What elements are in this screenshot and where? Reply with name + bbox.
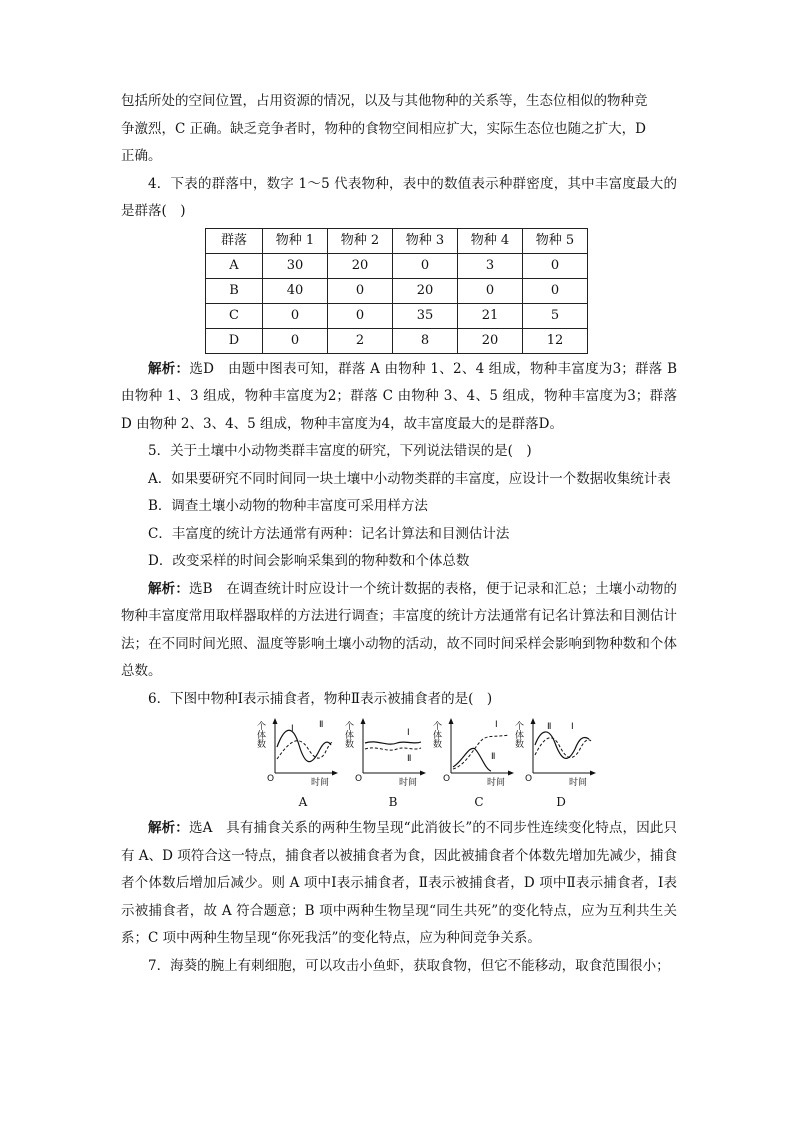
curve-label: Ⅰ: [495, 720, 498, 730]
curve-label: Ⅱ: [547, 722, 552, 732]
table-header-cell: 物种 5: [523, 228, 588, 253]
table-cell: 5: [523, 303, 588, 328]
curve-label: Ⅱ: [319, 720, 324, 730]
figure-label: B: [388, 795, 398, 809]
table-header-cell: 物种 3: [393, 228, 458, 253]
figure-d: [511, 715, 601, 815]
figure-b: [341, 715, 431, 815]
table-header-cell: 物种 4: [458, 228, 523, 253]
table-row: [206, 278, 588, 303]
table-cell: B: [206, 278, 263, 303]
origin-label: O: [525, 774, 533, 784]
intro-line-1: 包括所处的空间位置，占用资源的情况，以及与其他物种的关系等，生态位相似的物种竞: [121, 93, 648, 109]
y-axis-label: 个体数: [255, 721, 265, 748]
table-cell: 20: [328, 253, 393, 278]
table-cell: 0: [523, 278, 588, 303]
origin-label: O: [443, 774, 451, 784]
table-cell: 0: [328, 278, 393, 303]
table-row: [206, 328, 588, 353]
document-page: [121, 88, 677, 980]
x-axis-label: 时间: [399, 778, 418, 788]
curve-label: Ⅱ: [491, 752, 496, 762]
q4-stem: 4．下表的群落中，数字 1～5 代表物种，表中的数值表示种群密度，其中丰富度最大的是群落( ): [121, 175, 677, 219]
q5-option-c: C．丰富度的统计方法通常有两种：记名计算法和目测估计法: [148, 525, 510, 542]
figure-label: A: [298, 795, 308, 809]
figure-a: [253, 715, 343, 815]
analysis-label: 解析：: [148, 820, 189, 836]
curve-label: Ⅰ: [571, 722, 574, 732]
table-header-cell: 群落: [206, 228, 263, 253]
analysis-text: 选D 由题中图表可知，群落 A 由物种 1、2、4 组成，物种丰富度为3；群落 B 由物种 1、3 组成，物种丰富度为2；群落 C 由物种 3、4、5 组成，物种丰富度为3；群落 D 由物种 2、3、4、5 组成，物种丰富度为4，故丰富度最大的是群落D。: [121, 360, 678, 432]
origin-label: O: [355, 774, 363, 784]
table-cell: 40: [263, 278, 328, 303]
y-axis-label: 个体数: [431, 721, 441, 748]
analysis-text: 选A 具有捕食关系的两种生物呈现“此消彼长”的不同步性连续变化特点，因此只有 A、D 项符合这一特点，捕食者以被捕食者为食，因此被捕食者个体数先增加先减少，捕食者个体数后增加后减少。则 A 项中Ⅰ表示捕食者，Ⅱ表示被捕食者，D 项中Ⅱ表示捕食者，Ⅰ表示被捕食者，故 A 符合题意；B 项中两种生物呈现“同生共死”的变化特点，应为互利共生关系；C 项中两种生物呈现“你死我活”的变化特点，应为种间竞争关系。: [121, 820, 678, 946]
figure-d-graph: [511, 715, 601, 790]
table-cell: 21: [458, 303, 523, 328]
table-row: [206, 303, 588, 328]
q5-analysis: [121, 576, 677, 686]
table-cell: 12: [523, 328, 588, 353]
table-cell: 3: [458, 253, 523, 278]
analysis-text: 选B 在调查统计时应设计一个统计数据的表格，便于记录和汇总；土壤小动物的物种丰富度常用取样器取样的方法进行调查；丰富度的统计方法通常有记名计算法和目测估计法；在不同时间光照、温度等影响土壤小动物的活动，故不同时间采样会影响到物种数和个体总数。: [121, 580, 678, 679]
x-axis-label: 时间: [487, 778, 506, 788]
q5-option-b: B．调查土壤小动物的物种丰富度可采用样方法: [148, 498, 428, 514]
intro-line-2: 争激烈，C 正确。缺乏竞争者时，物种的食物空间相应扩大，实际生态位也随之扩大，D: [121, 120, 646, 137]
figure-b-graph: [341, 715, 431, 790]
table-cell: 30: [263, 253, 328, 278]
table-header-cell: 物种 2: [328, 228, 393, 253]
x-axis-label: 时间: [569, 778, 588, 788]
table-cell: D: [206, 328, 263, 353]
curve-label: Ⅰ: [407, 728, 410, 738]
community-table: [205, 228, 588, 354]
curve-label: Ⅱ: [407, 754, 412, 764]
table-header-cell: 物种 1: [263, 228, 328, 253]
table-cell: 0: [263, 303, 328, 328]
figure-label: D: [556, 795, 566, 809]
q6-analysis: [121, 815, 677, 953]
table-cell: 0: [328, 303, 393, 328]
analysis-label: 解析：: [148, 580, 189, 597]
figure-c: [429, 715, 519, 815]
y-axis-label: 个体数: [513, 721, 523, 748]
q4-analysis: [121, 356, 677, 439]
q5-stem: 5．关于土壤中小动物类群丰富度的研究，下列说法错误的是( ): [148, 443, 532, 459]
table-cell: 0: [523, 253, 588, 278]
origin-label: O: [267, 774, 275, 784]
table-cell: A: [206, 253, 263, 278]
table-cell: 0: [263, 328, 328, 353]
table-cell: 0: [458, 278, 523, 303]
figure-c-graph: [429, 715, 519, 790]
table-row: [206, 253, 588, 278]
analysis-label: 解析：: [148, 360, 190, 377]
table-cell: 0: [393, 253, 458, 278]
q6-figures: [121, 715, 677, 815]
table-cell: C: [206, 303, 263, 328]
table-cell: 35: [393, 303, 458, 328]
intro-line-3: 正确。: [121, 148, 162, 164]
curve-label: Ⅰ: [291, 724, 294, 734]
table-cell: 20: [458, 328, 523, 353]
x-axis-label: 时间: [311, 778, 330, 788]
q5-option-d: D．改变采样的时间会影响采集到的物种数和个体总数: [148, 553, 470, 569]
figure-a-graph: [253, 715, 343, 790]
table-cell: 20: [393, 278, 458, 303]
table-cell: 8: [393, 328, 458, 353]
q5-option-a: A．如果要研究不同时间同一块土壤中小动物类群的丰富度，应设计一个数据收集统计表: [148, 470, 671, 487]
y-axis-label: 个体数: [343, 721, 353, 748]
q7-stem: 7．海葵的腕上有刺细胞，可以攻击小鱼虾，获取食物，但它不能移动，取食范围很小；: [148, 957, 670, 974]
table-header-row: [206, 228, 588, 253]
table-cell: 2: [328, 328, 393, 353]
q6-stem: 6．下图中物种Ⅰ表示捕食者，物种Ⅱ表示被捕食者的是( ): [148, 690, 493, 707]
figure-label: C: [474, 795, 484, 809]
